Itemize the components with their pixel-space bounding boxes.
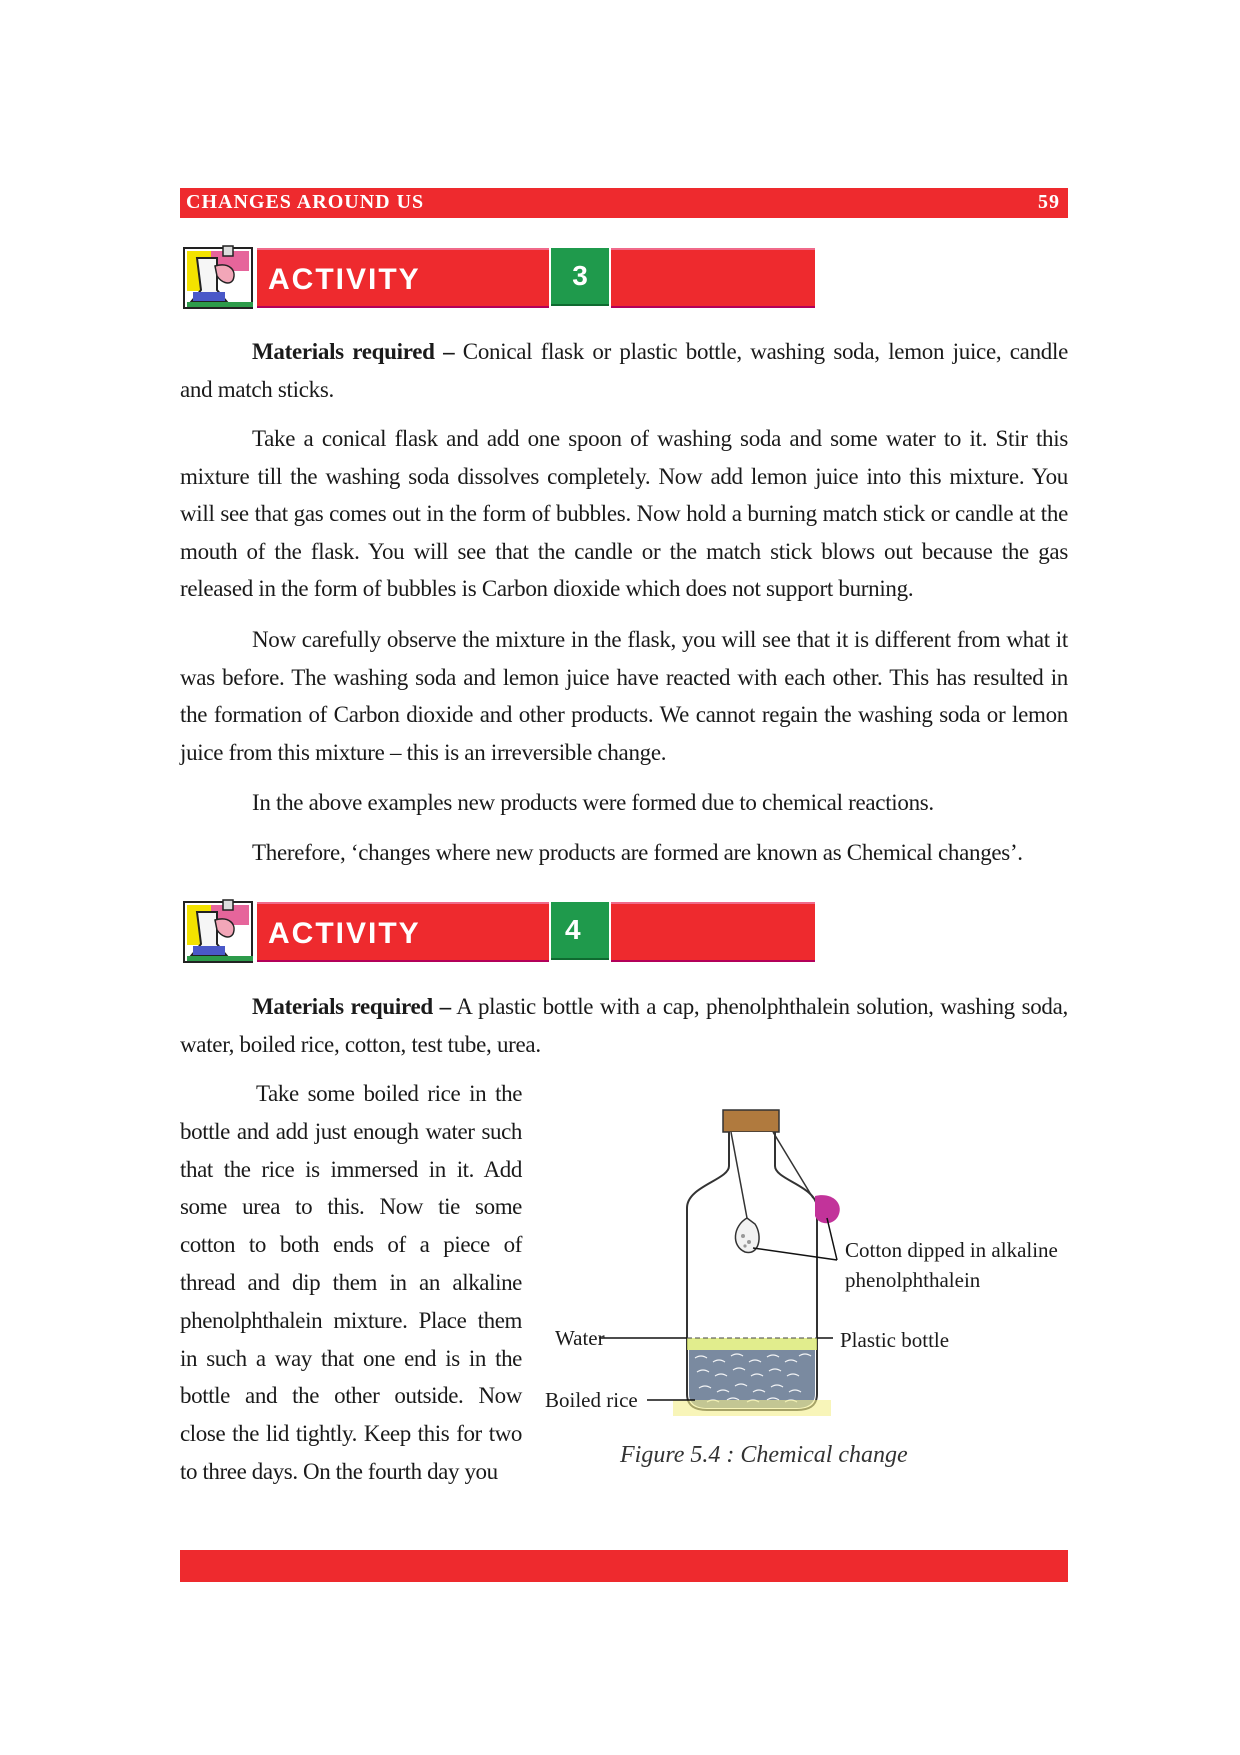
materials-label: Materials required – [252,339,455,364]
activity-label: ACTIVITY [268,917,421,950]
materials-label: Materials required – [252,994,451,1019]
running-header [180,188,1068,218]
paragraph-text: Therefore, ‘changes where new products are formed are known as Chemical changes’. [252,840,1023,865]
activity-3-paragraph-4 [180,834,1068,872]
activity-4-paragraph-1 [180,1075,522,1491]
footer-bar [180,1550,1068,1582]
activity-flask-icon [183,898,255,964]
activity-3-paragraph-1 [180,420,1068,608]
paragraph-text: Now carefully observe the mixture in the flask, you will see that it is different from what it was before. The washing soda and lemon juice have reacted with each other. This has resulted in the formation of Carbon dioxide and other products. We cannot regain the washing soda or lemon juice from this mixture – this is an irreversible change. [180,627,1068,765]
running-header-title: CHANGES AROUND US [186,191,425,213]
bottle-cap [723,1110,779,1132]
materials-text: A plastic bottle with a cap, phenolphthalein solution, washing soda, water, boiled rice, cotton, test tube, urea. [180,994,1068,1057]
materials-text: Conical flask or plastic bottle, washing soda, lemon juice, candle and match sticks. [180,339,1068,402]
activity-tail-box [611,902,815,962]
boiled-rice [689,1350,815,1408]
activity-3-materials [180,333,1068,408]
activity-label: ACTIVITY [268,263,421,296]
activity-3-banner [183,244,815,310]
activity-number: 3 [551,248,609,306]
page-number: 59 [1038,191,1060,213]
paragraph-text: Take a conical flask and add one spoon of washing soda and some water to it. Stir this mixture till the washing soda dissolves completely. Now add lemon juice into this mixture. You will see that gas comes out in the form of bubbles. Now hold a burning match stick or candle at the mouth of the flask. You will see that the candle or the match stick blows out because the gas released in the form of bubbles is Carbon dioxide which does not support burning. [180,426,1068,601]
water-layer [687,1338,817,1350]
activity-3-paragraph-2 [180,621,1068,771]
figure-caption: Figure 5.4 : Chemical change [620,1442,908,1468]
label-cotton-line-2: phenolphthalein [845,1268,981,1292]
figure-bottle-illustration [535,1100,1075,1480]
label-cotton-line-1: Cotton dipped in alkaline [845,1238,1058,1262]
label-plastic-bottle: Plastic bottle [840,1328,950,1352]
label-boiled-rice: Boiled rice [545,1388,638,1412]
activity-label-box [257,902,549,962]
paragraph-text: In the above examples new products were formed due to chemical reactions. [252,790,934,815]
activity-label-box [257,248,549,308]
activity-3-paragraph-3 [180,784,1068,822]
activity-tail-box [611,248,815,308]
activity-4-banner [183,898,815,964]
paragraph-text: Take some boiled rice in the bottle and add just enough water such that the rice is immersed in it. Add some urea to this. Now tie some cotton to both ends of a piece of thread and dip them in an alkaline phenolphthalein mixture. Place them in such a way that one end is in the bottle and the other outside. Now close the lid tightly. Keep this for two to three days. On the fourth day you [180,1081,522,1484]
label-water: Water [555,1326,605,1350]
activity-4-materials [180,988,1068,1063]
activity-number: 4 [551,902,609,960]
activity-flask-icon [183,244,255,310]
